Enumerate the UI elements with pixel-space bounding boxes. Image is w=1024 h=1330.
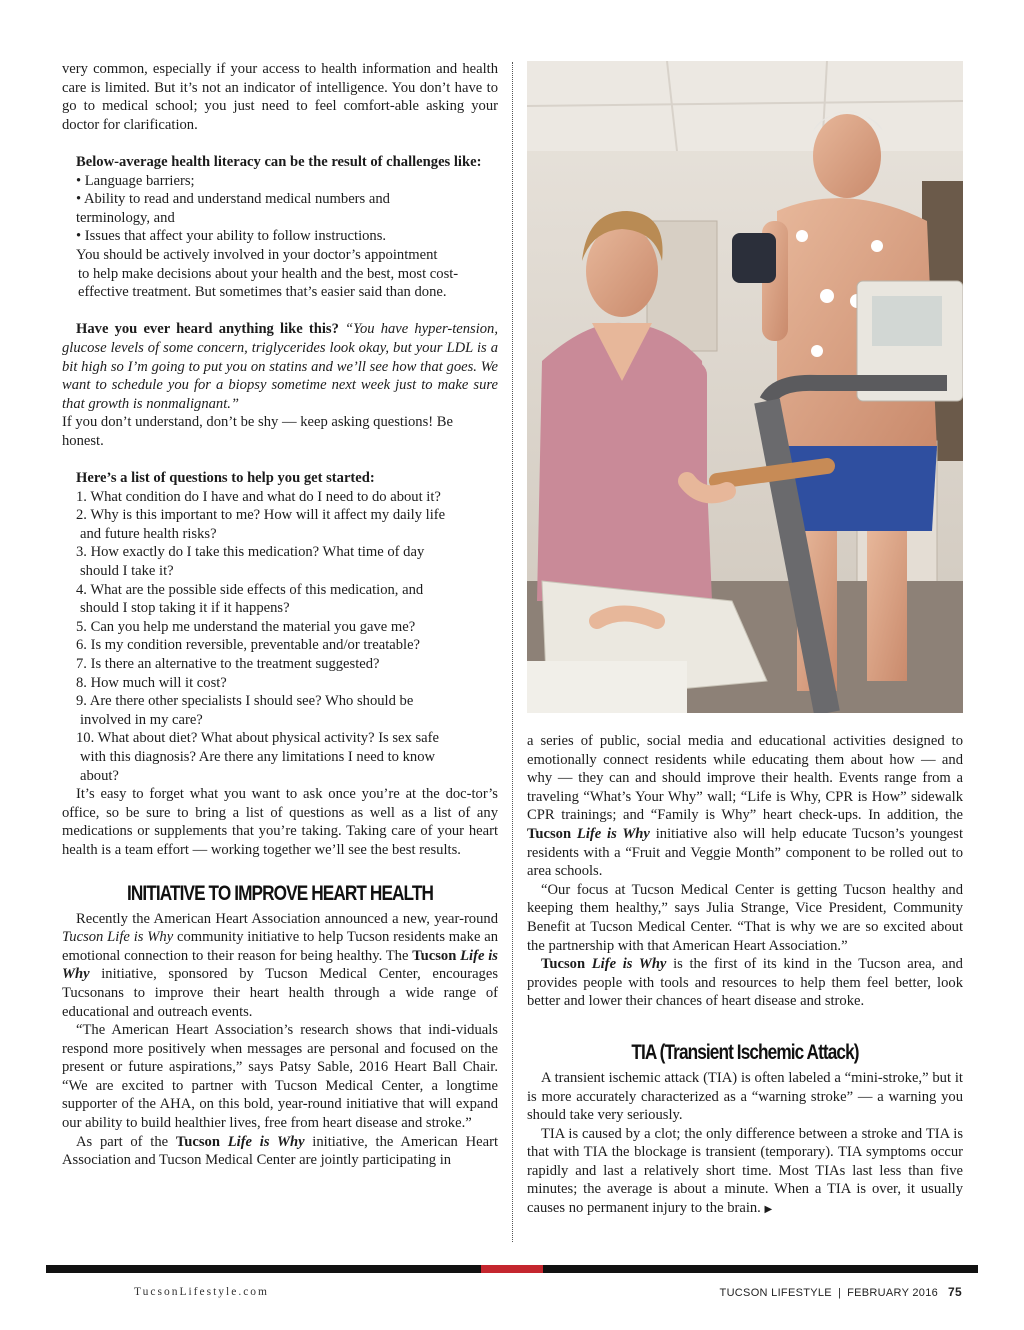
challenges-lead: Below-average health literacy can be the result of challenges like: bbox=[76, 153, 482, 170]
question-item: 6. Is my condition reversible, preventable and/or treatable? bbox=[76, 637, 421, 654]
brand-tucson: Tucson bbox=[541, 956, 586, 973]
footer-folio bbox=[720, 1285, 962, 1299]
first-kind-paragraph bbox=[527, 955, 963, 1011]
series-text-a: a series of public, social media and educational activities designed to emotionally connect residents while educating them about how — and why — they can and should improve their health. Events range from a traveling “What’s Your Why” wall; “Life is Why, CPR is How” sidewalk CPR trainings; and “Family is Why” heart check-ups. In addition, the bbox=[527, 733, 963, 824]
question-continuation: involved in my care? bbox=[80, 711, 203, 728]
page-number: 75 bbox=[948, 1285, 962, 1299]
brand-tucson: Tucson bbox=[412, 947, 457, 964]
question-continuation: and future health risks? bbox=[80, 525, 217, 542]
question-item: 7. Is there an alternative to the treatment suggested? bbox=[76, 656, 380, 672]
question-continuation: should I take it? bbox=[80, 563, 174, 580]
left-column bbox=[62, 60, 498, 1170]
brand-name bbox=[541, 956, 666, 972]
tia-paragraph-1: A transient ischemic attack (TIA) is often labeled a “mini-stroke,” but it is more accurately characterized as a “warning stroke” — a warning you should take very seriously. bbox=[527, 1069, 963, 1124]
focus-quote-paragraph: “Our focus at Tucson Medical Center is getting Tucson healthy and keeping them healthy,” says Julia Strange, Vice President, Community Benefit at Tucson Medical Center. “That is why we are so excited about the partnership with that American Heart Association.” bbox=[527, 881, 963, 954]
question-item: 3. How exactly do I take this medication? What time of day bbox=[76, 544, 425, 561]
question-continuation: with this diagnosis? Are there any limitations I need to know about? bbox=[80, 748, 436, 784]
initiative-heading: INITIATIVE TO IMPROVE HEART HEALTH bbox=[126, 881, 434, 905]
footer-separator: | bbox=[837, 1287, 842, 1299]
tia-heading: TIA (Transient Ischemic Attack) bbox=[631, 1040, 859, 1064]
series-paragraph bbox=[527, 732, 963, 881]
recently-text-a: Recently the American Heart Association announced a new, year-round bbox=[76, 910, 498, 927]
recently-text-c: initiative, sponsored by Tucson Medical Center, encourages Tucsonans to improve their heart health through a wide range of educational and outreach events. bbox=[62, 966, 498, 1020]
recently-text-b: community initiative to help Tucson residents make an emotional connection to their reason for being healthy. The bbox=[62, 929, 499, 964]
tia-text-2: TIA is caused by a clot; the only difference between a stroke and TIA is that with TIA the blockage is transient (temporary). TIA symptoms occur rapidly and last a relatively short time. Most TIAs last less than five minutes; the average is about a minute. When a TIA is over, it usually causes no permanent injury to the brain. bbox=[527, 1125, 963, 1217]
question-item: 5. Can you help me understand the material you gave me? bbox=[76, 618, 416, 635]
involved-paragraph: to help make decisions about your health and the best, most cost-effective treatment. But sometimes that’s easier said than done. bbox=[78, 265, 459, 301]
heard-paragraph bbox=[62, 320, 498, 413]
bullet-item: • Language barriers; bbox=[76, 172, 195, 189]
aspart-paragraph bbox=[62, 1133, 498, 1170]
involved-line: You should be actively involved in your doctor’s appointment bbox=[76, 246, 438, 263]
brand-tucson: Tucson bbox=[175, 1133, 220, 1150]
aspart-text-b: initiative, the American Heart Association and Tucson Medical Center are jointly participating in bbox=[62, 1133, 499, 1169]
question-item: 9. Are there other specialists I should see? Who should be bbox=[76, 693, 414, 710]
question-item: 8. How much will it cost? bbox=[76, 674, 227, 691]
questions-lead: Here’s a list of questions to help you get started: bbox=[76, 470, 375, 487]
series-text-b: initiative also will help educate Tucson’s youngest residents with a “Fruit and Veggie Month” component to be rolled out to area schools. bbox=[527, 825, 964, 880]
brand-lifeiswhy: Life is Why bbox=[591, 956, 667, 973]
intro-paragraph: very common, especially if your access to health information and health care is limited. But it’s not an indicator of intelligence. You don’t have to go to medical school; you just need to feel comfort-able asking your doctor for clarification. bbox=[62, 61, 498, 133]
tia-paragraph-2 bbox=[527, 1125, 963, 1220]
bullet-item: • Issues that affect your ability to follow instructions. bbox=[76, 228, 387, 245]
question-item: 10. What about diet? What about physical activity? Is sex safe bbox=[76, 730, 439, 747]
question-continuation: should I stop taking it if it happens? bbox=[80, 600, 290, 617]
brand-name bbox=[527, 826, 650, 842]
brand-lifeiswhy: Life is Why bbox=[227, 1133, 305, 1150]
column-divider bbox=[512, 62, 513, 1242]
footer-issue: FEBRUARY 2016 bbox=[847, 1287, 939, 1299]
footer-website: TucsonLifestyle.com bbox=[134, 1286, 269, 1298]
stress-test-photo bbox=[527, 61, 963, 713]
bullet-item: • Ability to read and understand medical numbers and bbox=[76, 191, 390, 208]
question-item: 1. What condition do I have and what do I need to do about it? bbox=[76, 488, 441, 505]
brand-name bbox=[176, 1134, 305, 1150]
brand-lifeiswhy: Life is Why bbox=[62, 947, 498, 983]
footer-red-accent bbox=[481, 1265, 543, 1273]
brand-lifeiswhy: Life is Why bbox=[576, 825, 650, 842]
questions-list bbox=[62, 488, 498, 786]
continue-arrow-icon: ▶ bbox=[764, 1204, 773, 1216]
honest-paragraph: If you don’t understand, don’t be shy — keep asking questions! Be honest. bbox=[62, 414, 454, 449]
brand-tucson: Tucson bbox=[527, 825, 572, 842]
recently-italic: Tucson Life is Why bbox=[62, 929, 174, 946]
forget-paragraph: It’s easy to forget what you want to ask once you’re at the doc-tor’s office, so be sure to bring a list of questions as well as a list of any medications or supplements that you’re taking. Taking care of your heart health is a team effort — working together we’ll see the best results. bbox=[62, 786, 498, 858]
question-item: 4. What are the possible side effects of this medication, and bbox=[76, 581, 424, 598]
right-column bbox=[527, 732, 963, 1220]
heard-lead: Have you ever heard anything like this? bbox=[76, 321, 339, 338]
question-item: 2. Why is this important to me? How will it affect my daily life bbox=[76, 507, 446, 524]
recently-paragraph bbox=[62, 910, 498, 1022]
heard-quote: “You have hyper-tension, glucose levels of some concern, triglycerides look okay, but your LDL is a bit high so I’m going to put you on statins and we’ll see how that goes. We want to schedule you for a biopsy sometime next week just to make sure that growth is nonmalignant.” bbox=[62, 321, 498, 412]
aha-quote-paragraph: “The American Heart Association’s research shows that indi-viduals respond more positively when messages are personal and focused on the present or future aspirations,” says Patsy Sable, 2016 Heart Ball Chair. “We are excited to partner with Tucson Medical Center, a longtime supporter of the AHA, on this bold, year-round initiative that will expand our ability to build healthier lives, free from heart disease and stroke.” bbox=[62, 1022, 498, 1132]
first-kind-text: is the first of its kind in the Tucson area, and provides people with tools and resources to help them feel better, look better and lower their chances of heart disease and stroke. bbox=[527, 956, 963, 1010]
bullet-item: terminology, and bbox=[76, 209, 175, 226]
footer-magazine: TUCSON LIFESTYLE bbox=[719, 1287, 832, 1299]
aspart-text-a: As part of the bbox=[76, 1133, 169, 1150]
